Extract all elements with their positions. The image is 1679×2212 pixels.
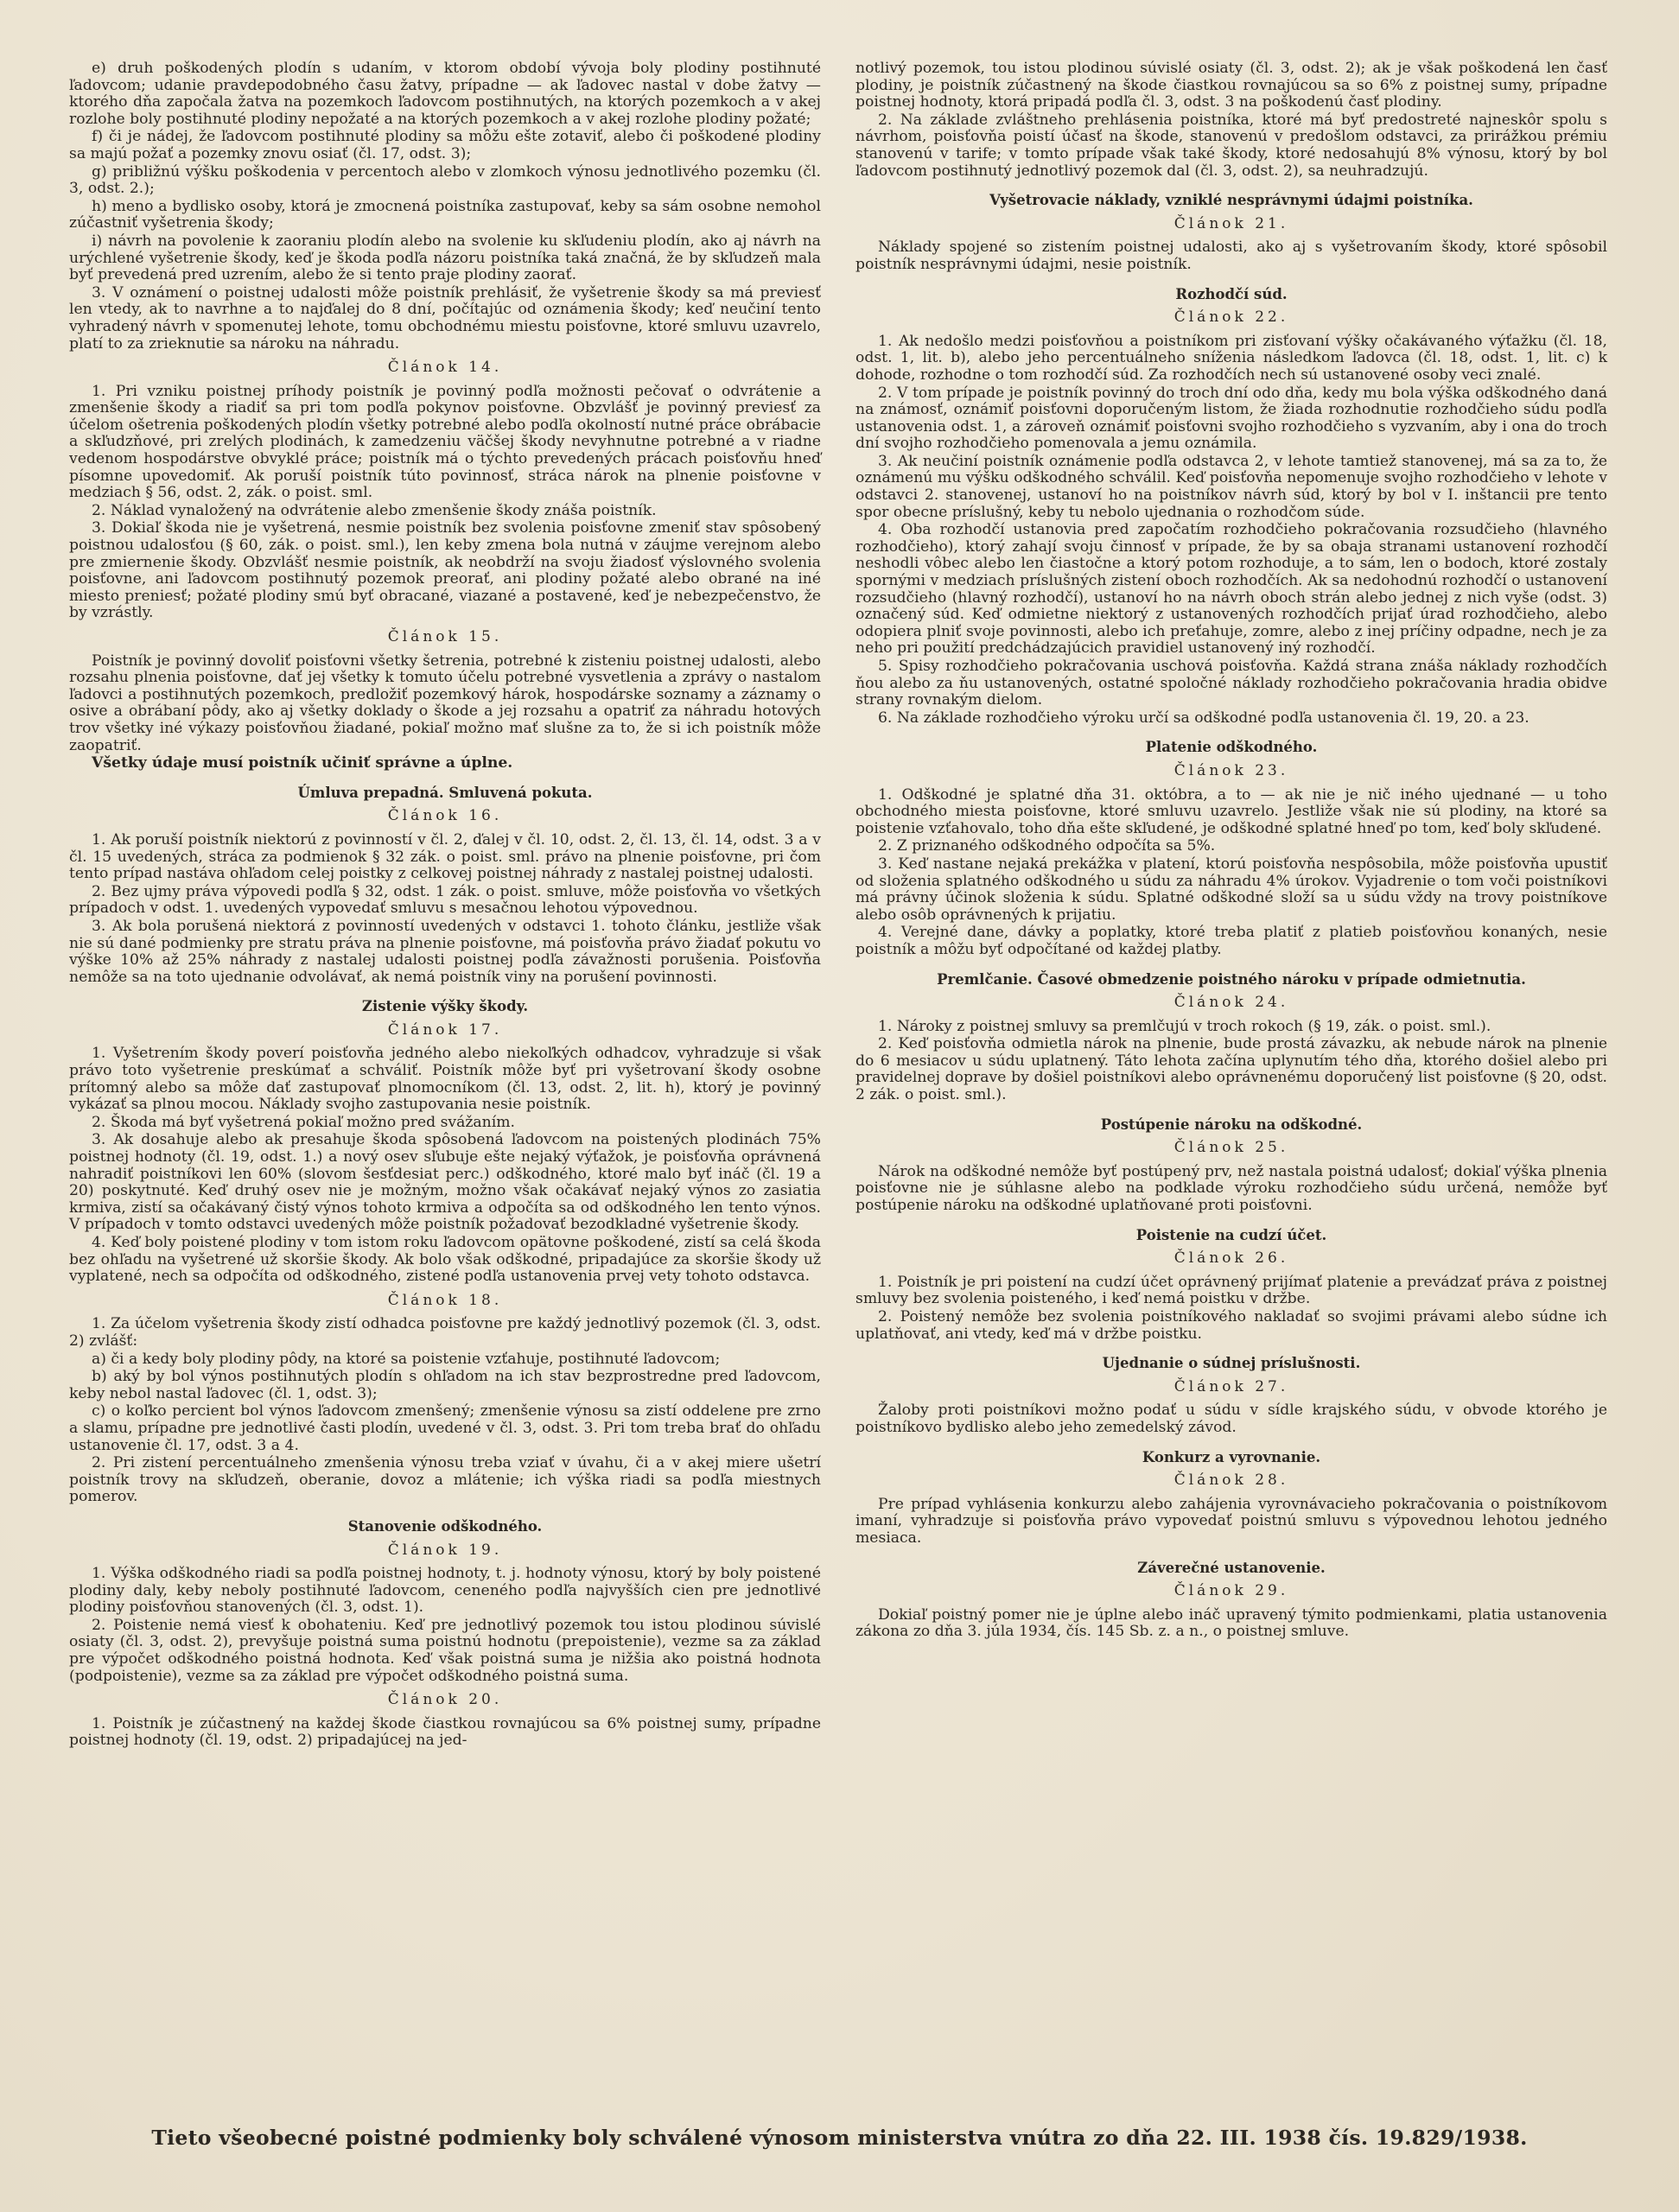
article-number: Článok 20. [387, 1691, 503, 1709]
article-number: Článok 19. [387, 1541, 503, 1559]
paragraph: 6. Na základe rozhodčieho výroku určí sa odškodné podľa ustanovenia čl. 19, 20. a 23. [878, 709, 1530, 727]
article-number: Článok 16. [387, 807, 503, 825]
paragraph: 4. Oba rozhodčí ustanovia pred započatím rozhodčieho pokračovania rozsudčieho (hlavného rozhodčieho), ktorý zahají svoju činnosť v prípade, že by sa obaja stranami ustanovení rozhodčí neshodli vôbec alebo len čiastočne a ktorý potom rozhoduje, a to sám, len o bodoch, ktoré zostaly spornými v medziach príslušných zistení oboch rozhodčích. Ak sa nedohodnú rozhodčí o ustanovení rozsudčieho (hlavný rozhodčí), ustanoví ho na návrh oboch strán alebo jednej z nich vyše (odst. 3) označený súd. Keď odmietne niektorý z ustanovených rozhodčích prijať úrad rozhodčieho, alebo odopiera plniť svoje povinnosti, alebo ich preťahuje, zomre, alebo z inej príčiny odpadne, nech je za neho pri použití predchádzajúcich pravidiel ustanovený iný rozhodčí. [855, 521, 1607, 658]
emphasis-paragraph: Všetky údaje musí poistník učiniť správne a úplne. [92, 754, 513, 772]
article-number: Článok 25. [1173, 1139, 1289, 1157]
paragraph: 2. Škoda má byť vyšetrená pokiaľ možno pred svážaním. [92, 1113, 516, 1131]
paragraph: 3. Ak dosahuje alebo ak presahuje škoda spôsobená ľadovcom na poistených plodinách 75% poistnej hodnoty (čl. 19, odst. 1.) a nový osev sľubuje ešte nejaký výťažok, je poisťovňa oprávnená nahradiť poistníkovi len 60% (slovom šesťdesiat perc.) odškodného, ktoré malo byť ináč (čl. 19 a 20) poskytnuté. Keď druhý osev nie je možným, možno však očakávať nejaký výnos zo zasiatia krmiva, zistí sa očakávaný čistý výnos tohoto krmiva a odpočíta sa od odškodného len tento výnos. V prípadoch v tomto odstavci uvedených môže poistník požadovať bezodkladné vyšetrenie škody. [69, 1131, 821, 1234]
section-heading: Poistenie na cudzí účet. [1135, 1226, 1327, 1243]
paragraph: 2. V tom prípade je poistník povinný do troch dní odo dňa, kedy mu bola výška odškodného daná na známosť, oznámiť poisťovni doporučeným listom, že žiada rozhodnutie rozhodčieho súdu podľa ustanovenia odst. 1, a zároveň oznámiť poisťovni svojho rozhodčieho s vyzvaním, aby i ona do troch dní svojho rozhodčieho pomenovala a jemu oznámila. [855, 384, 1607, 453]
article-number: Článok 22. [1173, 308, 1289, 327]
paragraph: 3. Dokiaľ škoda nie je vyšetrená, nesmie poistník bez svolenia poisťovne zmeniť stav spôsobený poistnou udalosťou (§ 60, zák. o poist. sml.), len keby zmena bola nutná v záujme verejnom alebo pre zmiernenie škody. Obzvlášť nesmie poistník, ak neobdrží na svoju žiadosť výslovného svolenia poisťovne, ani ľadovcom postihnutý pozemok preorať, ani plodiny požaté alebo obrané na iné miesto preniesť; požaté plodiny smú byť obracané, viazané a postavené, keď je nebezpečenstvo, že by vzrástly. [69, 519, 821, 622]
section-heading: Ujednanie o súdnej príslušnosti. [1102, 1355, 1361, 1372]
paragraph: 2. Náklad vynaložený na odvrátenie alebo zmenšenie škody znáša poistník. [92, 501, 657, 519]
paragraph: 2. Na základe zvláštneho prehlásenia poistníka, ktoré má byť predostreté najneskôr spolu s návrhom, poisťovňa poistí účasť na škode, stanovenú v predošlom odstavci, za prirážkou prémiu stanovenú v tarife; v tomto prípade však také škody, ktoré nedosahujú 8% výnosu, ktorý by bol ľadovcom postihnutý jednotlivý pozemok dal (čl. 3, odst. 2), sa neuhradzujú. [855, 111, 1607, 180]
paragraph: 3. V oznámení o poistnej udalosti môže poistník prehlásiť, že vyšetrenie škody sa má previesť len vtedy, ak to navrhne a to najďalej do 8 dní, počítajúc od oznámenia škody; keď neučiní tento vyhradený návrh v spomenutej lehote, tomu obchodnému miestu poisťovne, ktoré smluvu uzavrelo, platí to za zrieknutie sa nároku na náhradu. [69, 283, 821, 353]
paragraph: Nárok na odškodné nemôže byť postúpený prv, než nastala poistná udalosť; dokiaľ výška plnenia poisťovne nie je súhlasne alebo na podklade výroku rozhodčieho súdu určená, nemôže byť postúpenie nároku na odškodné uplatňované proti poisťovni. [855, 1162, 1607, 1215]
paragraph: 3. Ak bola porušená niektorá z povinností uvedených v odstavci 1. tohoto článku, jestliže však nie sú dané podmienky pre stratu práva na plnenie poisťovne, má poisťovňa právo žiadať pokutu vo výške 10% až 25% náhrady z nastalej udalosti poistnej podľa závažnosti porušenia. Poisťovňa nemôže sa na toto ujednanie odvolávať, ak nemá poistník viny na porušení povinnosti. [69, 917, 821, 986]
text-columns [69, 60, 1627, 1751]
section-heading: Vyšetrovacie náklady, vzniklé nesprávnymi údajmi poistníka. [989, 192, 1473, 209]
paragraph: h) meno a bydlisko osoby, ktorá je zmocnená poistníka zastupovať, keby sa sám osobne nemohol zúčastniť vyšetrenia škody; [69, 197, 821, 232]
article-number: Článok 17. [387, 1020, 503, 1039]
paragraph: 1. Výška odškodného riadi sa podľa poistnej hodnoty, t. j. hodnoty výnosu, ktorý by boly poistené plodiny daly, keby neboly postihnuté ľadovcom, ceneného podľa najvyšších cien pre jednotlivé plodiny poisťovňou stanovených (čl. 3, odst. 1). [69, 1565, 821, 1617]
paragraph: 1. Poistník je pri poistení na cudzí účet oprávnený prijímať platenie a prevádzať práva z poistnej smluvy bez svolenia poisteného, i keď nemá poistku v držbe. [855, 1273, 1607, 1308]
paragraph: 4. Verejné dane, dávky a poplatky, ktoré treba platiť z platieb poisťovňou konaných, nesie poistník a môžu byť odpočítané od každej platby. [855, 924, 1607, 958]
section-heading: Záverečné ustanovenie. [1137, 1559, 1326, 1576]
paragraph: 5. Spisy rozhodčieho pokračovania uschová poisťovňa. Každá strana znáša náklady rozhodčích ňou alebo za ňu ustanovených, ostatné spoločné náklady rozhodčieho pokračovania hradia obidve strany rovnakým dielom. [855, 658, 1607, 709]
article-number: Článok 23. [1173, 761, 1289, 779]
section-heading: Platenie odškodného. [1145, 739, 1318, 756]
paragraph: 1. Vyšetrením škody poverí poisťovňa jedného alebo niekoľkých odhadcov, vyhradzuje si však právo toto vyšetrenie preskúmať a schváliť. Poistník môže byť pri vyšetrovaní škody osobne prítomný alebo sa môže dať zastupovať plnomocníkom (čl. 13, odst. 2, lit. h), ktorý je povinný vykázať sa plnou mocou. Náklady svojho zastupovania nesie poistník. [69, 1045, 821, 1114]
paragraph: b) aký by bol výnos postihnutých plodín s ohľadom na ich stav bezprostredne pred ľadovcom, keby nebol nastal ľadovec (čl. 1, odst. 3); [69, 1368, 821, 1402]
paragraph: 2. Poistenie nemá viesť k obohateniu. Keď pre jednotlivý pozemok tou istou plodinou súvislé osiaty (čl. 3, odst. 2), prevyšuje poistná suma poistnú hodnotu (prepoistenie), vezme sa za základ pre výpočet odškodného poistná hodnota. Keď však poistná suma je nižšia ako poistná hodnota (podpoistenie), vezme sa za základ pre výpočet odškodného poistná suma. [69, 1616, 821, 1685]
paragraph: e) druh poškodených plodín s udaním, v ktorom období vývoja boly plodiny postihnuté ľadovcom; udanie pravdepodobného času žatvy, prípadne — ak ľadovec nastal v dobe žatvy — ktorého dňa započala žatva na pozemkoch ľadovcom postihnutých, na ktorých pozemkoch a v akej rozlohe boly postihnuté plodiny nepožaté a na ktorých pozemkoch a v akej rozlohe plodiny požaté; [69, 60, 821, 128]
paragraph: 2. Z priznaného odškodného odpočíta sa 5%. [878, 837, 1216, 855]
paragraph: Žaloby proti poistníkovi možno podať u súdu v sídle krajského súdu, v obvode ktorého je poistníkovo bydlisko alebo jeho zemedelský závod. [855, 1402, 1607, 1436]
paragraph: 1. Nároky z poistnej smluvy sa premlčujú v troch rokoch (§ 19, zák. o poist. sml.). [878, 1017, 1491, 1035]
paragraph: 1. Za účelom vyšetrenia škody zistí odhadca poisťovne pre každý jednotlivý pozemok (čl. 3, odst. 2) zvlášť: [69, 1315, 821, 1350]
left-column [69, 60, 821, 1751]
section-heading: Zistenie výšky škody. [361, 998, 529, 1015]
article-number: Článok 29. [1173, 1582, 1289, 1600]
paragraph: Dokiaľ poistný pomer nie je úplne alebo ináč upravený týmito podmienkami, platia ustanovenia zákona zo dňa 3. júla 1934, čís. 145 Sb. z. a n., o poistnej smluve. [855, 1605, 1607, 1641]
paragraph: 1. Poistník je zúčastnený na každej škode čiastkou rovnajúcou sa 6% poistnej sumy, prípadne poistnej hodnoty (čl. 19, odst. 2) pripadajúcej na jed- [69, 1714, 821, 1750]
paragraph: 3. Keď nastane nejaká prekážka v platení, ktorú poisťovňa nespôsobila, môže poisťovňa upustiť od složenia splatného odškodného u súdu za náhradu 4% úrokov. Vyjadrenie o tom voči poistníkovi má právny účinok složenia k súdu. Splatné odškodné složí sa u súdu vždy na trovy poistníkove alebo osôb oprávnených k prijatiu. [855, 855, 1607, 924]
article-number: Článok 27. [1173, 1377, 1289, 1395]
paragraph: 1. Odškodné je splatné dňa 31. októbra, a to — ak nie je nič iného ujednané — u toho obchodného miesta poisťovne, ktoré smluvu uzavrelo. Jestliže však nie sú plodiny, na ktoré sa poistenie vzťahovalo, toho dňa ešte skľudené, je odškodné splatné hneď po tom, keď boly skľudené. [855, 785, 1607, 837]
section-heading: Rozhodčí súd. [1175, 285, 1288, 302]
paragraph: f) či je nádej, že ľadovcom postihnuté plodiny sa môžu ešte zotaviť, alebo či poškodené plodiny sa majú požať a pozemky znovu osiať (čl. 17, odst. 3); [69, 128, 821, 162]
section-heading: Konkurz a vyrovnanie. [1142, 1448, 1321, 1465]
paragraph: 1. Pri vzniku poistnej príhody poistník je povinný podľa možnosti pečovať o odvrátenie a zmenšenie škody a riadiť sa pri tom podľa pokynov poisťovne. Obzvlášť je povinný previesť za účelom ošetrenia poškodených plodín všetky potrebné alebo podľa okolností nutné práce obrábacie a skľudzňové, pri zrelých plodinách, k zamedzeniu väčšej škody nevyhnutne potrebné a v riadne vedenom hospodárstve obvyklé práce; poistník má o týchto prevedených prácach poisťovňu hneď písomne upovedomiť. Ak poruší poistník túto povinnosť, stráca nárok na plnenie poisťovne v medziach § 56, odst. 2, zák. o poist. sml. [69, 382, 821, 502]
right-column [855, 60, 1607, 1751]
paragraph: 3. Ak neučiní poistník oznámenie podľa odstavca 2, v lehote tamtiež stanovenej, má sa za to, že oznámenú mu výšku odškodného schválil. Keď poisťovňa nepomenuje svojho rozhodčieho v lehote v odstavci 2. stanovenej, ustanoví ho na poistníkov návrh súd, ktorý by bol v I. inštancii pre tento spor obecne príslušný, keby tu nebolo ujednania o rozhodčom súde. [855, 452, 1607, 521]
paragraph: Náklady spojené so zistením poistnej udalosti, ako aj s vyšetrovaním škody, ktoré spôsobil poistník nesprávnymi údajmi, nesie poistník. [855, 238, 1607, 273]
article-number: Článok 21. [1173, 214, 1289, 232]
section-heading: Postúpenie nároku na odškodné. [1100, 1116, 1363, 1133]
paragraph: 1. Ak poruší poistník niektorú z povinností v čl. 2, ďalej v čl. 10, odst. 2, čl. 13, čl. 14, odst. 3 a v čl. 15 uvedených, stráca za podmienok § 32 zák. o poist. sml. právo na plnenie poisťovne, pri čom tento prípad nastáva ohľadom celej poistky z celkovej poistnej náhrady z nastalej poistnej udalosti. [69, 830, 821, 883]
article-number: Článok 26. [1173, 1249, 1289, 1268]
paragraph: 2. Keď poisťovňa odmietla nárok na plnenie, bude prostá závazku, ak nebude nárok na plnenie do 6 mesiacov u súdu uplatnený. Táto lehota začína uplynutím tého dňa, ktorého došiel alebo pri pravidelnej doprave by došiel poistníkovi alebo oprávnenému doporučený list poisťovne (§ 20, odst. 2 zák. o poist. sml.). [855, 1035, 1607, 1104]
paragraph: g) približnú výšku poškodenia v percentoch alebo v zlomkoch výnosu jednotlivého pozemku (čl. 3, odst. 2.); [69, 162, 821, 198]
paragraph: 2. Pri zistení percentuálneho zmenšenia výnosu treba vziať v úvahu, či a v akej miere ušetrí poistník trovy na skľudzeň, oberanie, dovoz a mlátenie; ich výška riadi sa podľa miestnych pomerov. [69, 1454, 821, 1506]
section-heading: Stanovenie odškodného. [347, 1517, 543, 1535]
paragraph: Pre prípad vyhlásenia konkurzu alebo zahájenia vyrovnávacieho pokračovania o poistníkovom imaní, vyhradzuje si poisťovňa právo vypovedať poistnú smluvu s výpovednou lehotou jedného mesiaca. [855, 1495, 1607, 1547]
paragraph: 1. Ak nedošlo medzi poisťovňou a poistníkom pri zisťovaní výšky očakávaného výťažku (čl. 18, odst. 1, lit. b), alebo jeho percentuálneho sníženia následkom ľadovca (čl. 18, odst. 1, lit. c) k dohode, rozhodne o tom rozhodčí súd. Za rozhodčích nech sú ustanovené osoby veci znalé. [855, 332, 1607, 384]
article-number: Článok 14. [387, 359, 503, 377]
article-number: Článok 24. [1173, 994, 1289, 1012]
paragraph: c) o koľko percient bol výnos ľadovcom zmenšený; zmenšenie výnosu sa zistí oddelene pre zrno a slamu, prípadne pre jednotlivé časti plodín, uvedené v čl. 3, odst. 3. Pri tom treba brať do ohľadu ustanovenie čl. 17, odst. 3 a 4. [69, 1402, 821, 1454]
paragraph: 4. Keď boly poistené plodiny v tom istom roku ľadovcom opätovne poškodené, zistí sa celá škoda bez ohľadu na vyšetrené už skoršie škody. Ak bolo však odškodné, pripadajúce za skoršie škody už vyplatené, nech sa odpočíta od odškodného, zistené podľa ustanovenia prvej vety tohoto odstavca. [69, 1234, 821, 1286]
section-heading: Úmluva prepadná. Smluvená pokuta. [297, 784, 593, 801]
paragraph: i) návrh na povolenie k zaoraniu plodín alebo na svolenie ku skľudeniu plodín, ako aj návrh na urýchlené vyšetrenie škody, keď je škoda podľa názoru poistníka taká značná, že by skľudzeň mala byť prevedená pred uzrením, alebo že si tento praje plodiny zaorať. [69, 232, 821, 284]
paragraph: 2. Bez ujmy práva výpovedi podľa § 32, odst. 1 zák. o poist. smluve, môže poisťovňa vo všetkých prípadoch v odst. 1. uvedených vypovedať smluvu s mesačnou lehotou výpovednou. [69, 882, 821, 918]
paragraph: a) či a kedy boly plodiny pôdy, na ktoré sa poistenie vzťahuje, postihnuté ľadovcom; [92, 1350, 721, 1368]
article-number: Článok 18. [387, 1291, 503, 1309]
section-heading: Premlčanie. Časové obmedzenie poistného nároku v prípade odmietnutia. [937, 970, 1526, 988]
paragraph: Poistník je povinný dovoliť poisťovni všetky šetrenia, potrebné k zisteniu poistnej udalosti, alebo rozsahu plnenia poisťovne, dať jej všetky k tomuto účelu potrebné vysvetlenia a zprávy o nastalom ľadovci a postihnutých pozemkoch, predložiť pozemkový hárok, hospodárske soznamy a záznamy o osive a obrábaní pôdy, ako aj všetky doklady o škode a jej rozsahu a opatriť za náhradu hotových trov všetky iné výkazy poisťovňou žiadané, pokiaľ možno mať slušne za to, že si ich poistník môže zaopatriť. [69, 652, 821, 754]
approval-footer: Tieto všeobecné poistné podmienky boly schválené výnosom ministerstva vnútra zo dňa 22. III. 1938 čís. 19.829/1938. [151, 2126, 1528, 2150]
paragraph: notlivý pozemok, tou istou plodinou súvislé osiaty (čl. 3, odst. 2); ak je však poškodená len časť plodiny, je poistník zúčastnený na škode čiastkou rovnajúcou sa so 6% z poistnej sumy, prípadne poistnej hodnoty, ktorá pripadá podľa čl. 3, odst. 3 na poškodenú časť plodiny. [855, 60, 1607, 111]
paragraph: 2. Poistený nemôže bez svolenia poistníkového nakladať so svojimi právami alebo súdne ich uplatňovať, ani vtedy, keď má v držbe poistku. [855, 1308, 1607, 1343]
article-number: Článok 28. [1173, 1471, 1289, 1490]
article-number: Článok 15. [387, 628, 503, 645]
